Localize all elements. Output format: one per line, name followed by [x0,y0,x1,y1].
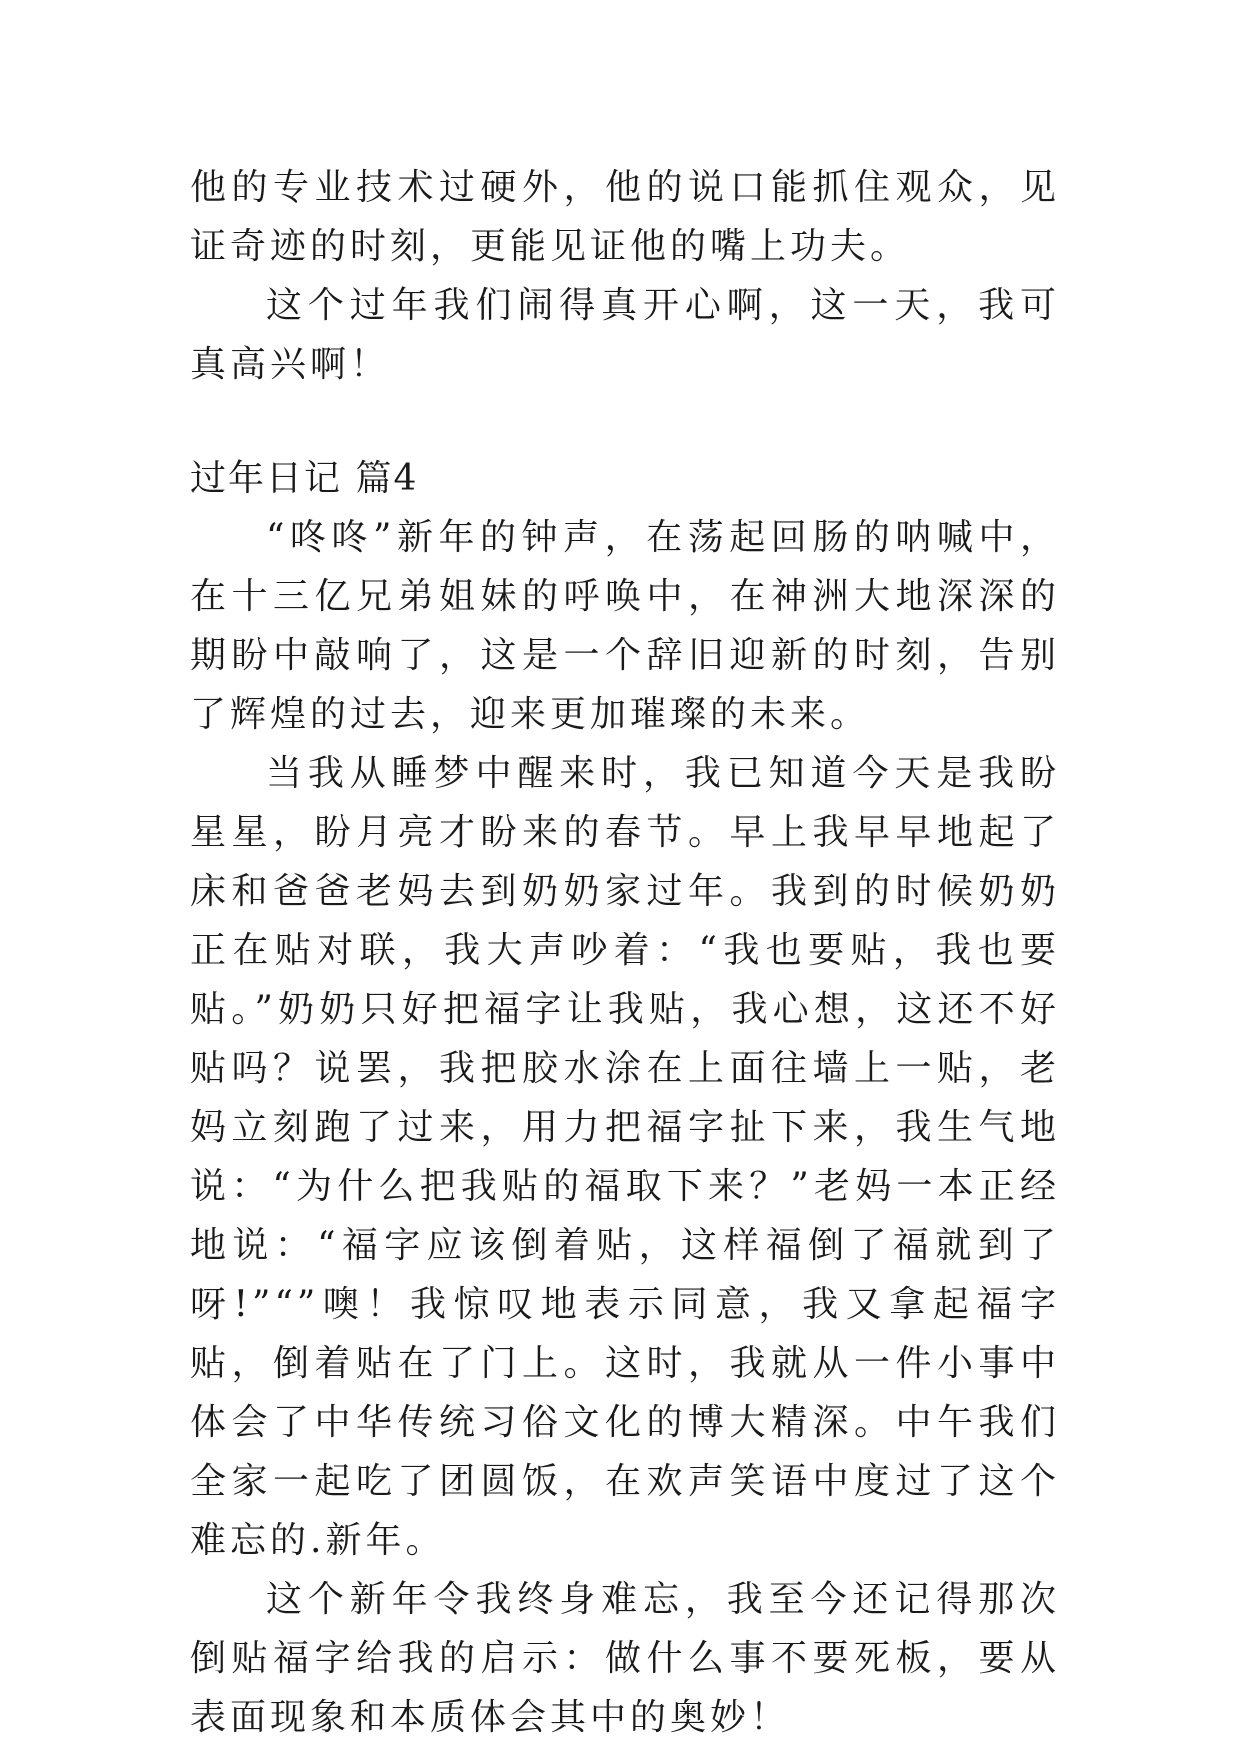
section-title: 过年日记 篇4 [190,458,419,499]
paragraph-closing: 这个过年我们闹得真开心啊，这一天，我可真高兴啊！ [190,285,1060,385]
paragraph-1: “咚咚”新年的钟声，在荡起回肠的呐喊中，在十三亿兄弟姐妹的呼唤中，在神洲大地深深的期盼中敲响了，这是一个辞旧迎新的时刻，告别了辉煌的过去，迎来更加璀璨的未来。 [190,517,1060,735]
paragraph-continuation: 他的专业技术过硬外，他的说口能抓住观众，见证奇迹的时刻，更能见证他的嘴上功夫。 [190,167,1060,267]
paragraph-2: 当我从睡梦中醒来时，我已知道今天是我盼星星，盼月亮才盼来的春节。早上我早早地起了床和爸爸老妈去到奶奶家过年。我到的时候奶奶正在贴对联，我大声吵着：“我也要贴，我也要贴。”奶奶只好把福字让我贴，我心想，这还不好贴吗？说罢，我把胶水涂在上面往墙上一贴，老妈立刻跑了过来，用力把福字扯下来，我生气地说：“为什么把我贴的福取下来？”老妈一本正经地说：“福字应该倒着贴，这样福倒了福就到了呀!”“”噢！我惊叹地表示同意，我又拿起福字贴，倒着贴在了门上。这时，我就从一件小事中体会了中华传统习俗文化的博大精深。中午我们全家一起吃了团圆饭，在欢声笑语中度过了这个难忘的.新年。 [190,753,1060,1561]
paragraph-3: 这个新年令我终身难忘，我至今还记得那次倒贴福字给我的启示：做什么事不要死板，要从表面现象和本质体会其中的奥妙！ [190,1579,1060,1738]
document-body [190,158,1060,1747]
